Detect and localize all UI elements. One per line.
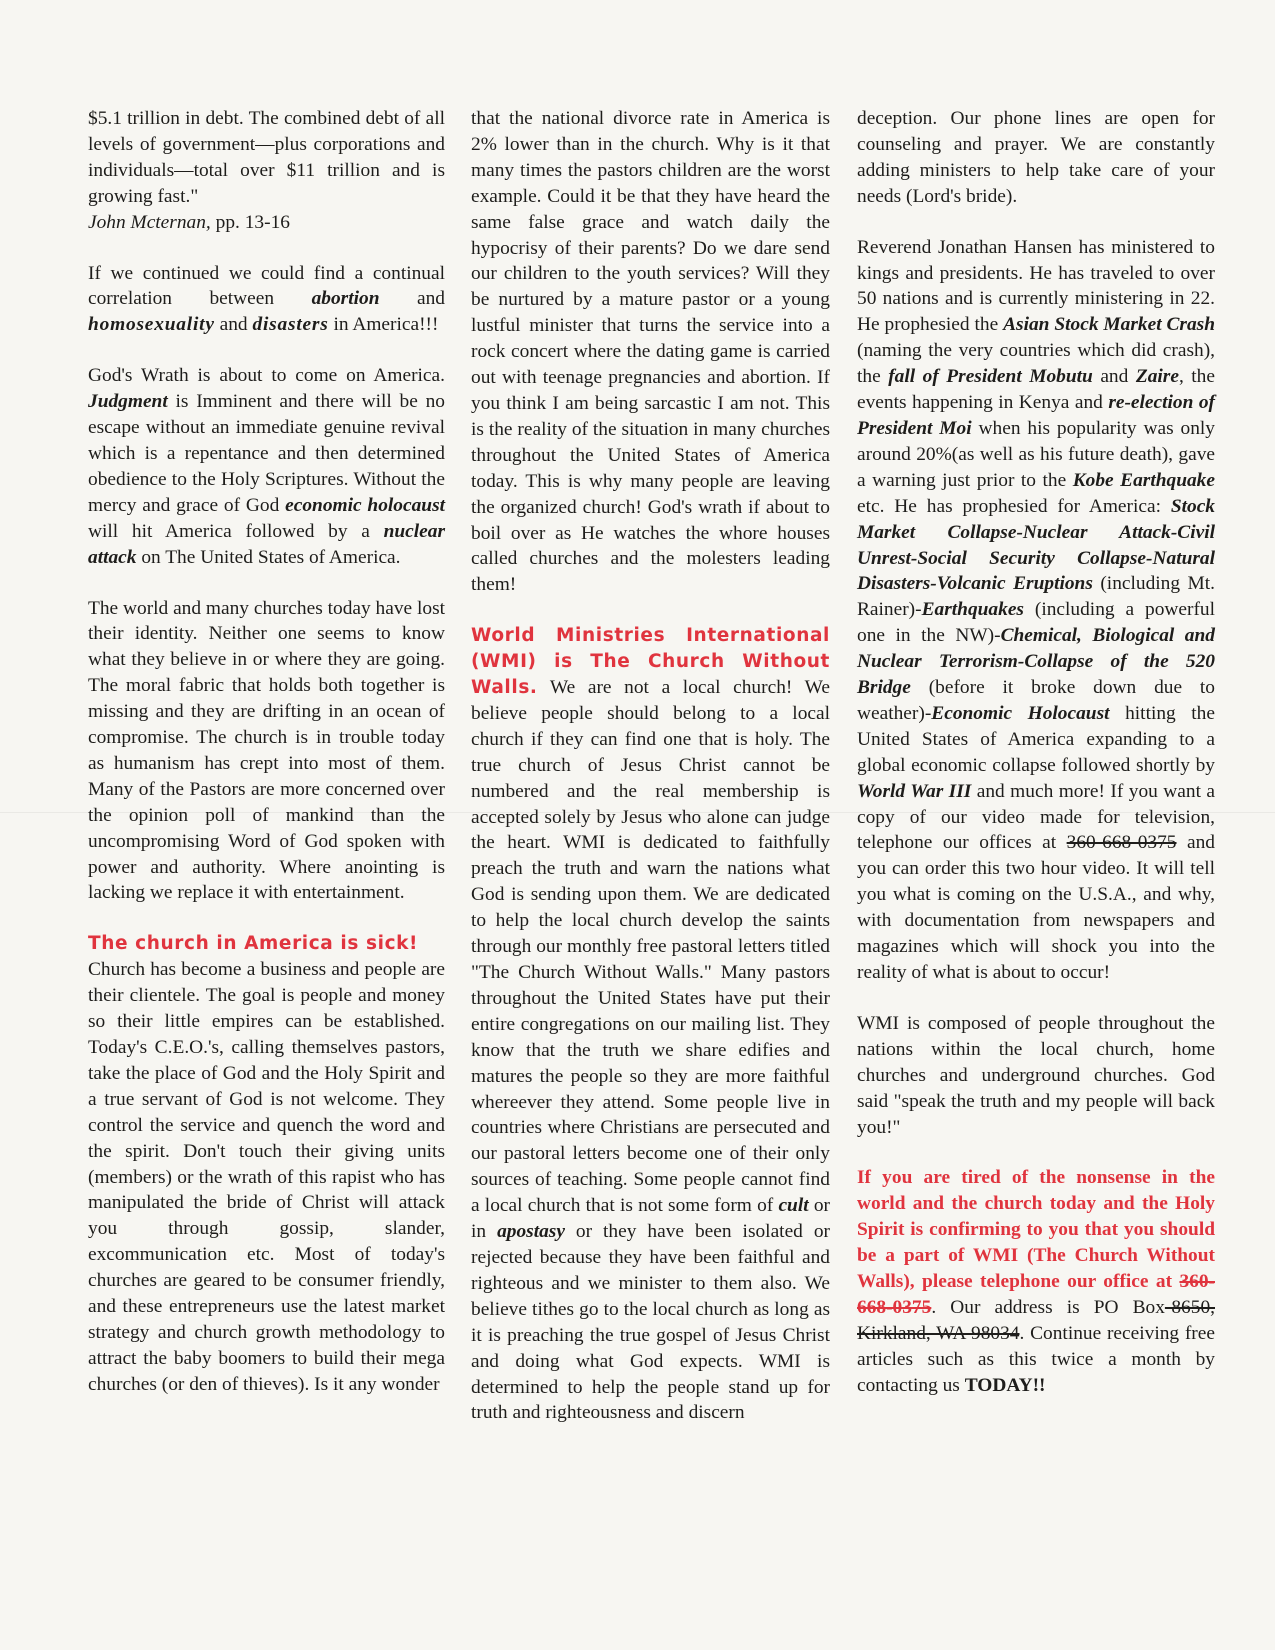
- text-segment: and you can order this two hour video. It will tell you what is coming on the U.S.A., and why, with documentation from newspapers and magazines which will shock you into the reality of what is about to occur!: [857, 832, 1215, 983]
- text-segment: (before it broke down due to weather)-: [857, 677, 1215, 724]
- prophecy-emphasis: Asian Stock Market Crash: [1003, 314, 1215, 336]
- struck-phone-number: 360-668-0375: [1066, 832, 1177, 854]
- text-segment: and much more! If you want a copy of our video made for television, telephone our offices at: [857, 780, 1216, 854]
- text-segment: , the events happening in Kenya and: [857, 366, 1215, 414]
- citation-pages: pp. 13-16: [215, 211, 290, 233]
- prophecy-emphasis: Zaire: [1135, 366, 1179, 388]
- call-to-action-heading: If you are tired of the nonsense in the world and the church today and the Holy Spirit is confirming to you that you should be a part of WMI (The Church Without Walls), please telephone our office at: [857, 1167, 1215, 1293]
- struck-phone-number: 360-668-0375: [857, 1271, 1215, 1318]
- text-segment: etc. He has prophesied for America:: [857, 495, 1171, 517]
- church-sick-heading: The church in America is sick!: [88, 933, 419, 955]
- divorce-paragraph: that the national divorce rate in America is 2% lower than in the church. Why is it that many times the pastors children are the worst example. Could it be that they have heard the same false grace and watch daily the hypocrisy of their parents? Do we dare send our children to the youth services? Will they be nurtured by a mature pastor or a young lustful minister that turns the service into a rock concert where the dating game is carried out with teenage pregnancies and abortion. If you think I am being sarcastic I am not. This is the reality of the situation in many churches throughout the United States of America today. This is why many people are leaving the organized church! God's wrath if about to boil over as He watches the whore houses called churches and the molesters leading them!: [471, 108, 830, 596]
- debt-paragraph: $5.1 trillion in debt. The combined debt of all levels of government—plus corporations and individuals—total over $11 trillion and is growing fast." John Mcternan, pp. 13-16: [88, 108, 445, 233]
- text-segment: Reverend Jonathan Hansen has ministered to kings and presidents. He has traveled to over 50 nations and is currently ministering in 22. He prophesied the: [857, 236, 1215, 336]
- text-segment: and: [1092, 366, 1136, 388]
- hansen-paragraph: [857, 235, 1215, 986]
- citation-author: John Mcternan,: [88, 211, 211, 233]
- today-emphasis: TODAY!!: [964, 1374, 1046, 1396]
- struck-address: -8650, Kirkland, WA 98034: [857, 1296, 1215, 1344]
- prophecy-emphasis: Economic Holocaust: [931, 702, 1110, 724]
- identity-paragraph: The world and many churches today have lost their identity. Neither one seems to know what they believe in or where they are going. The moral fabric that holds both together is missing and they are drifting in an ocean of compromise. The church is in trouble today as humanism has crept into most of them. Many of the Pastors are more concerned over the opinion poll of mankind than the uncompromising Word of God spoken with power and authority. Where anointing is lacking we replace it with entertainment.: [88, 597, 446, 904]
- column-3: [857, 106, 1215, 1424]
- wmi-paragraph: World Ministries International (WMI) is The Church Without Walls. We are not a local church! We believe people should belong to a local church if they can find one that is holy. The true church of Jesus Christ cannot be numbered and the real membership is accepted solely by Jesus who alone can judge the heart. WMI is dedicated to faithfully preach the truth and warn the nations what God is sending upon them. We are dedicated to help the local church develop the saints through our monthly free pastoral letters titled "The Church Without Walls." Many pastors throughout the United States have put their entire congregations on our mailing list. They know that the truth we share edifies and matures the people so they are more faithful whereever they attend. Some people live in countries where Christians are persecuted and our pastoral letters become one of their only sources of teaching. Some people cannot find a local church that is not some form of cult or in apostasy or they have been isolated or rejected because they have been faithful and righteous and we minister to them also. We believe tithes go to the local church as long as it is preaching the true gospel of Jesus Christ and doing what God expects. WMI is determined to help the people stand up for truth and righteousness and discern: [471, 625, 830, 1424]
- prophecy-emphasis: Stock Market Collapse-Nuclear Attack-Civil Unrest-Social Security Collapse-Natural Disasters-Volcanic Eruptions: [857, 495, 1215, 595]
- wmi-heading: World Ministries International (WMI) is The Church Without Walls.: [471, 625, 830, 699]
- prophecy-emphasis: Kobe Earthquake: [1072, 469, 1215, 491]
- text-segment: (naming the very countries which did crash), the: [857, 340, 1215, 388]
- column-1: [88, 106, 445, 1423]
- prophecy-emphasis: Earthquakes: [921, 599, 1024, 621]
- composition-paragraph: WMI is composed of people throughout the nations within the local church, home churches and underground churches. God said "speak the truth and my people will back you!": [857, 1012, 1215, 1138]
- prophecy-emphasis: fall of President Mobutu: [888, 366, 1093, 388]
- column-2: [471, 106, 830, 1451]
- prophecy-emphasis: World War III: [857, 780, 972, 802]
- correlation-paragraph: If we continued we could find a continual correlation between abortion and homosexuality and disasters in America!!!: [88, 262, 445, 336]
- text-segment: when his popularity was only around 20%(as well as his future death), gave a warning just prior to the: [857, 417, 1216, 491]
- text-segment: hitting the United States of America expanding to a global economic collapse followed shortly by: [857, 702, 1215, 776]
- church-sick-paragraph: The church in America is sick! Church has become a business and people are their clientele. The goal is people and money so their little empires can be established. Today's C.E.O.'s, calling themselves pastors, take the place of God and the Holy Spirit and a true servant of God is not welcome. They control the service and quench the word and the spirit. Don't touch their giving units (members) or the wrath of this rapist who has manipulated the bride of Christ will attack you through gossip, slander, excommunication etc. Most of today's churches are geared to be consumer friendly, and these entrepreneurs use the latest market strategy and church growth methodology to attract the baby boomers to build their mega churches (or den of thieves). Is it any wonder: [88, 933, 445, 1395]
- prophecy-emphasis: re-election of President Moi: [857, 392, 1215, 439]
- text-segment: (including a powerful one in the NW)-: [857, 599, 1215, 647]
- call-to-action-paragraph: If you are tired of the nonsense in the world and the church today and the Holy Spirit is confirming to you that you should be a part of WMI (The Church Without Walls), please telephone our office at 360-668-0375. Our address is PO Box-8650, Kirkland, WA 98034. Continue receiving free articles such as this twice a month by contacting us TODAY!!: [857, 1167, 1215, 1396]
- text-segment: (including Mt. Rainer)-: [857, 573, 1215, 621]
- prophecy-emphasis: Chemical, Biological and Nuclear Terrorism-Collapse of the 520 Bridge: [857, 625, 1215, 699]
- wrath-paragraph: God's Wrath is about to come on America. Judgment is Imminent and there will be no escape without an immediate genuine revival which is a repentance and then determined obedience to the Holy Scriptures. Without the mercy and grace of God economic holocaust will hit America followed by a nuclear attack on The United States of America.: [88, 365, 446, 568]
- deception-paragraph: deception. Our phone lines are open for counseling and prayer. We are constantly adding ministers to help take care of your needs (Lord's bride).: [857, 108, 1215, 207]
